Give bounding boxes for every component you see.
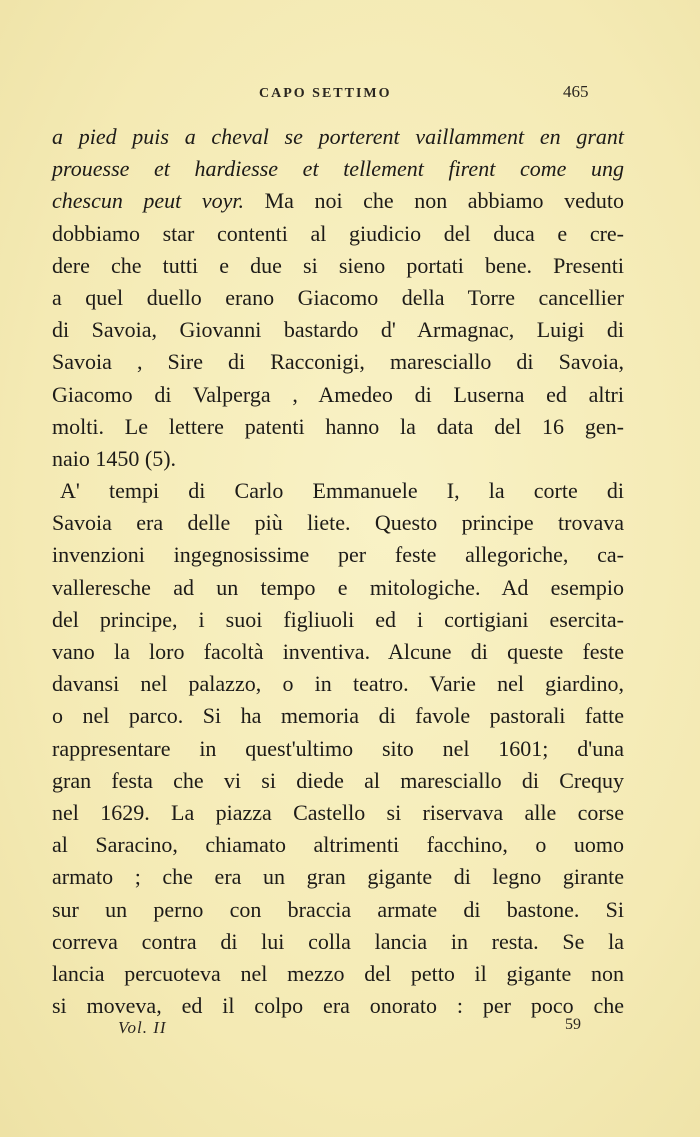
text-line: o nel parco. Si ha memoria di favole pastorali fatte <box>52 703 624 729</box>
text-line: lancia percuoteva nel mezzo del petto il gigante non <box>52 960 624 986</box>
text-line: a pied puis a cheval se porterent vaillamment en grant <box>52 124 624 149</box>
text-line: Giacomo di Valperga , Amedeo di Luserna ed altri <box>52 381 624 407</box>
text-line: sur un perno con braccia armate di bastone. Si <box>52 896 624 922</box>
text-line: del principe, i suoi figliuoli ed i cortigiani esercita- <box>52 606 624 632</box>
text-line: Savoia , Sire di Racconigi, maresciallo di Savoia, <box>52 349 624 375</box>
running-title: CAPO SETTIMO <box>259 86 392 101</box>
text-line: rappresentare in quest'ultimo sito nel 1601; d'una <box>52 735 624 761</box>
text-line: di Savoia, Giovanni bastardo d' Armagnac, Luigi di <box>52 317 624 343</box>
text-line: molti. Le lettere patenti hanno la data del 16 gen- <box>52 413 624 439</box>
page-header <box>0 82 700 106</box>
text-line: armato ; che era un gran gigante di legno girante <box>52 864 624 890</box>
text-line: invenzioni ingegnosissime per feste allegoriche, ca- <box>52 542 624 568</box>
sheet-number: 59 <box>565 1016 581 1033</box>
text-line: al Saracino, chiamato altrimenti facchino, o uomo <box>52 832 624 858</box>
italic-run: chescun peut voyr. <box>52 188 245 214</box>
volume-signature: Vol. II <box>118 1018 167 1037</box>
page-number: 465 <box>563 82 589 101</box>
text-line: Savoia era delle più liete. Questo principe trovava <box>52 510 624 536</box>
text-line: dobbiamo star contenti al giudicio del duca e cre- <box>52 220 624 246</box>
text-line <box>52 185 624 217</box>
text-line: naio 1450 (5). <box>52 445 177 471</box>
text-line: a quel duello erano Giacomo della Torre cancellier <box>52 284 624 310</box>
text-line: correva contra di lui colla lancia in resta. Se la <box>52 928 624 954</box>
text-line: davansi nel palazzo, o in teatro. Varie nel giardino, <box>52 671 624 697</box>
text-line: valleresche ad un tempo e mitologiche. Ad esempio <box>52 574 624 600</box>
text-line: A' tempi di Carlo Emmanuele I, la corte di <box>60 478 624 504</box>
text-line: gran festa che vi si diede al maresciallo di Crequy <box>52 767 624 793</box>
text-line: si moveva, ed il colpo era onorato : per poco che <box>52 993 624 1019</box>
text-line: vano la loro facoltà inventiva. Alcune di queste feste <box>52 639 624 664</box>
text-line: prouesse et hardiesse et tellement firent come ung <box>52 156 624 182</box>
text-line: nel 1629. La piazza Castello si riservava alle corse <box>52 799 624 825</box>
text-line: dere che tutti e due si sieno portati bene. Presenti <box>52 252 624 278</box>
page-footer <box>0 1016 700 1046</box>
roman-run: Ma noi che non abbiamo veduto <box>244 188 624 214</box>
body-text <box>52 121 624 1022</box>
